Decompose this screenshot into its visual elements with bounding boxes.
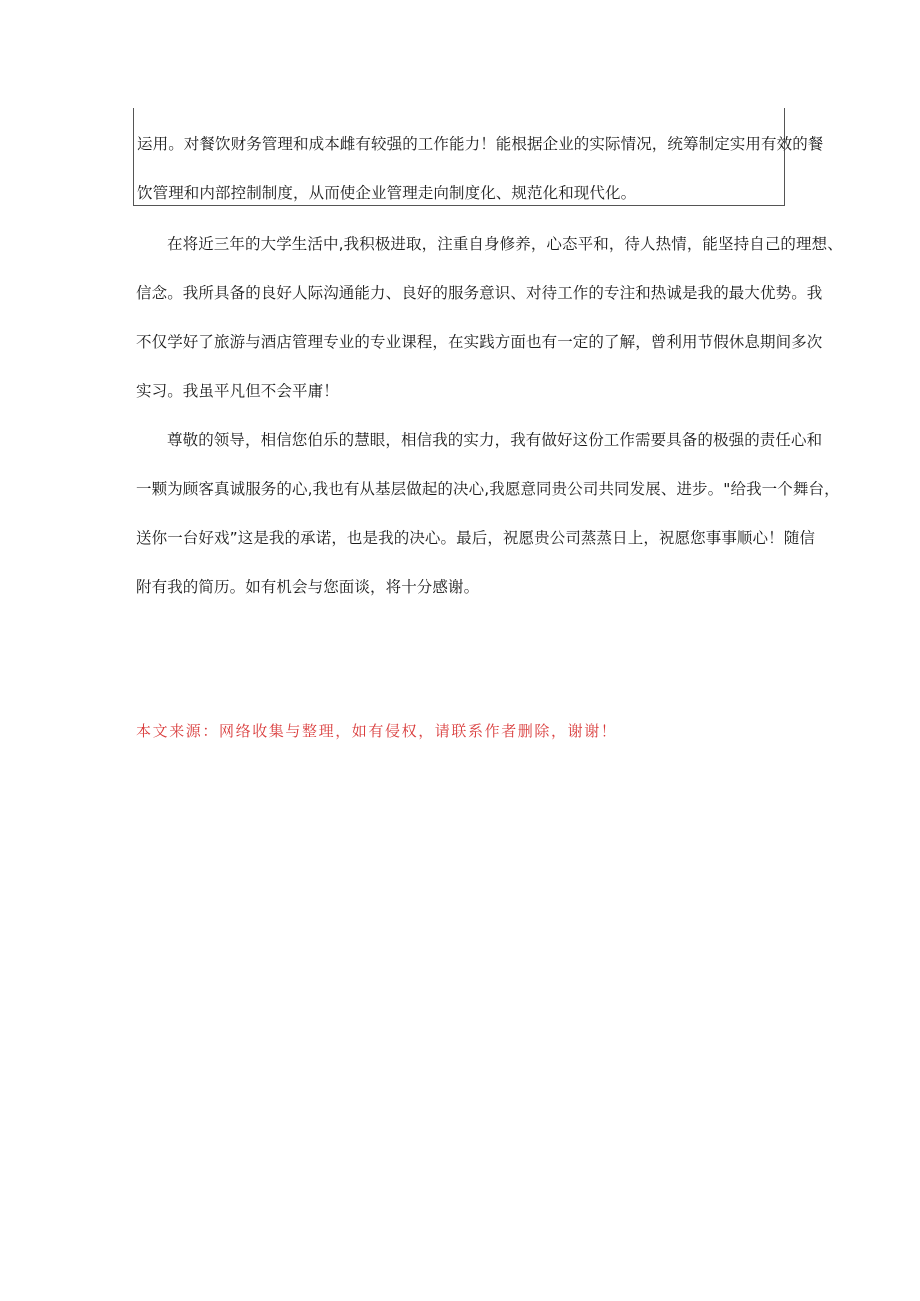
paragraph-2-line-2: 一颗为顾客真诚服务的心,我也有从基层做起的决心,我愿意同贵公司共同发展、进步。"给我一个舞台， bbox=[136, 480, 840, 498]
paragraph-1-line-3: 不仅学好了旅游与酒店管理专业的专业课程，在实践方面也有一定的了解，曾利用节假休息期间多次 bbox=[136, 333, 823, 351]
paragraph-1-line-1: 在将近三年的大学生活中,我积极进取，注重自身修养，心态平和，待人热情，能坚持自己的理想、 bbox=[167, 235, 843, 253]
paragraph-1-line-2: 信念。我所具备的良好人际沟通能力、良好的服务意识、对待工作的专注和热诚是我的最大优势。我 bbox=[136, 284, 823, 302]
paragraph-2-line-4: 附有我的简历。如有机会与您面谈，将十分感谢。 bbox=[136, 578, 480, 596]
bordered-text-box bbox=[133, 108, 824, 206]
boxed-line-1: 运用。对餐饮财务管理和成本雌有较强的工作能力！能根据企业的实际情况，统筹制定实用有效的餐 bbox=[137, 135, 824, 153]
paragraph-1-line-4: 实习。我虽平凡但不会平庸！ bbox=[136, 382, 339, 400]
paragraph-2-line-1: 尊敬的领导，相信您伯乐的慧眼，相信我的实力，我有做好这份工作需要具备的极强的责任心和 bbox=[167, 431, 823, 449]
boxed-line-2: 饮管理和内部控制制度，从而使企业管理走向制度化、规范化和现代化。 bbox=[137, 184, 637, 202]
source-note: 本文来源：网络收集与整理，如有侵权，请联系作者删除，谢谢！ bbox=[136, 722, 618, 740]
paragraph-2-line-3: 送你一台好戏”这是我的承诺，也是我的决心。最后，祝愿贵公司蒸蒸日上，祝愿您事事顺心！随信 bbox=[136, 529, 815, 547]
